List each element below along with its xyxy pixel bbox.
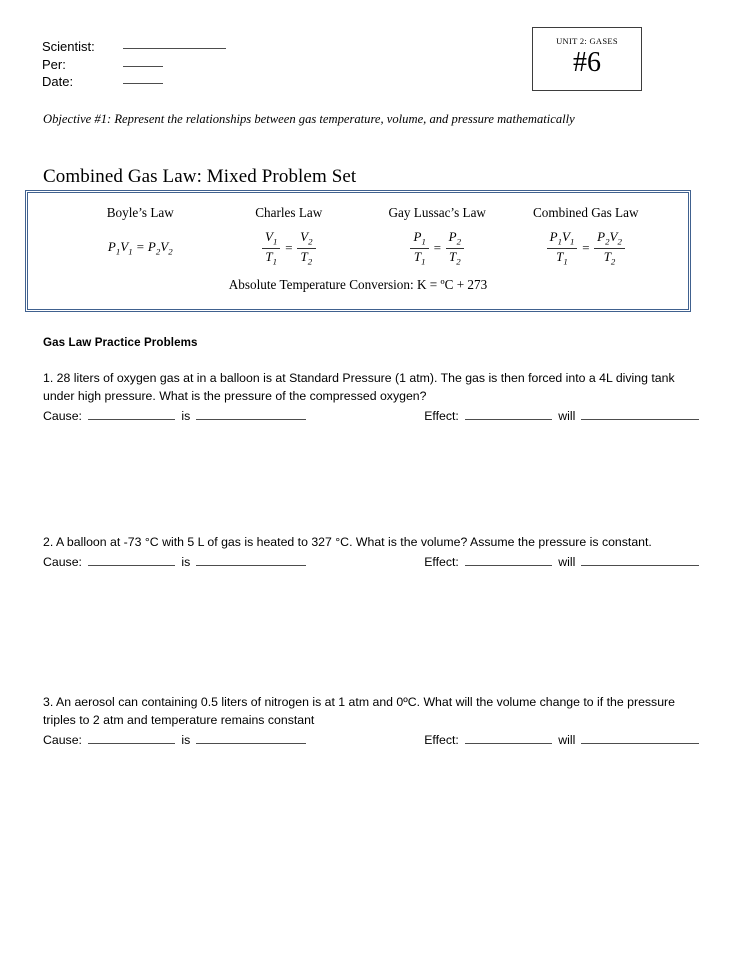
problem-3 xyxy=(43,694,705,747)
gay-lussac-numerator-left: $P_1$ xyxy=(410,230,428,249)
problem-2-text: 2. A balloon at -73 °C with 5 L of gas is heated to 327 °C. What is the volume? Assume the pressure is constant. xyxy=(43,535,652,549)
temperature-conversion-note: Absolute Temperature Conversion: K = ºC + 273 xyxy=(228,277,488,292)
combined-right-fraction xyxy=(594,230,625,267)
problem-2-cause-label: Cause: xyxy=(43,554,82,569)
law-grid xyxy=(28,193,688,267)
unit-number: #6 xyxy=(573,47,601,78)
gay-lussac-right-fraction xyxy=(446,230,464,267)
problem-3-cause-blank[interactable] xyxy=(88,743,175,744)
problem-1-effect-blank[interactable] xyxy=(465,419,552,420)
formula-reference-box xyxy=(25,190,691,312)
law-formula-combined xyxy=(512,229,661,267)
boyles-equation: $P_1V_1 = P_2V_2$ xyxy=(107,239,173,257)
problem-1-effect-result-blank[interactable] xyxy=(581,419,699,420)
law-formula-boyles xyxy=(66,229,215,267)
problem-3-text: 3. An aerosol can containing 0.5 liters of nitrogen is at 1 atm and 0ºC. What will the volume change to if the pressure triples to 2 atm and temperature remains constant xyxy=(43,695,675,727)
combined-numerator-left: $P_1V_1$ xyxy=(547,230,578,249)
problem-3-is-label: is xyxy=(181,732,191,747)
problem-2-effect-result-blank[interactable] xyxy=(581,565,699,566)
gay-lussac-denominator-left: $T_1$ xyxy=(413,248,426,267)
problem-1-cause-label: Cause: xyxy=(43,408,82,423)
combined-numerator-right: $P_2V_2$ xyxy=(594,230,625,249)
problem-2-cause-blank[interactable] xyxy=(88,565,175,566)
problem-1-is-label: is xyxy=(181,408,191,423)
per-blank[interactable] xyxy=(123,66,163,67)
charles-numerator-left: $V_1$ xyxy=(262,230,280,249)
charles-numerator-right: $V_2$ xyxy=(297,230,315,249)
problem-2-is-label: is xyxy=(181,554,191,569)
charles-denominator-left: $T_1$ xyxy=(265,248,277,267)
charles-right-fraction xyxy=(297,230,315,267)
problem-3-effect-blank[interactable] xyxy=(465,743,552,744)
combined-left-fraction xyxy=(547,230,578,267)
problem-1-cause-effect-row xyxy=(43,409,705,423)
scientist-blank[interactable] xyxy=(123,48,226,49)
problem-3-effect-result-blank[interactable] xyxy=(581,743,699,744)
student-info-table xyxy=(42,40,226,93)
gay-lussac-numerator-right: $P_2$ xyxy=(446,230,464,249)
info-row-date xyxy=(42,75,226,93)
problem-2-effect-label: Effect: xyxy=(424,554,459,569)
charles-equals: = xyxy=(284,240,294,255)
law-column-charles xyxy=(215,205,364,267)
page-title: Combined Gas Law: Mixed Problem Set xyxy=(43,166,357,187)
law-name-boyles: Boyle’s Law xyxy=(106,205,174,220)
law-column-combined xyxy=(512,205,661,267)
combined-denominator-right: $T_2$ xyxy=(603,248,616,267)
problem-2-will-label: will xyxy=(558,554,576,569)
gay-lussac-left-fraction xyxy=(410,230,428,267)
unit-box xyxy=(532,27,642,91)
problem-3-will-label: will xyxy=(558,732,576,747)
problem-1 xyxy=(43,370,705,423)
law-name-combined: Combined Gas Law xyxy=(533,205,639,220)
problem-3-cause-effect-row xyxy=(43,733,705,747)
problem-1-text: 1. 28 liters of oxygen gas at in a balloon is at Standard Pressure (1 atm). The gas is then forced into a 4L diving tank under high pressure. What is the pressure of the compressed oxygen? xyxy=(43,371,675,403)
problem-2-cause-result-blank[interactable] xyxy=(196,565,305,566)
combined-equals: = xyxy=(581,240,591,255)
problem-1-effect-label: Effect: xyxy=(424,408,459,423)
problem-2 xyxy=(43,534,705,569)
date-blank-cell xyxy=(123,75,226,93)
gay-lussac-equals: = xyxy=(432,240,442,255)
charles-denominator-right: $T_2$ xyxy=(300,248,313,267)
problem-2-effect-blank[interactable] xyxy=(465,565,552,566)
law-column-boyles xyxy=(66,205,215,267)
law-column-gay-lussac xyxy=(363,205,512,267)
problem-3-effect-label: Effect: xyxy=(424,732,459,747)
problem-1-cause-blank[interactable] xyxy=(88,419,175,420)
section-heading: Gas Law Practice Problems xyxy=(43,336,198,349)
law-name-gay-lussac: Gay Lussac’s Law xyxy=(388,205,486,220)
problem-2-cause-effect-row xyxy=(43,555,705,569)
problem-3-cause-result-blank[interactable] xyxy=(196,743,305,744)
law-formula-charles xyxy=(215,229,364,267)
scientist-blank-cell xyxy=(123,40,226,58)
problem-1-will-label: will xyxy=(558,408,576,423)
gay-lussac-denominator-right: $T_2$ xyxy=(449,248,461,267)
per-blank-cell xyxy=(123,58,226,76)
unit-label: UNIT 2: GASES xyxy=(556,36,618,46)
problem-3-cause-label: Cause: xyxy=(43,732,82,747)
per-label: Per: xyxy=(42,56,66,72)
scientist-label: Scientist: xyxy=(42,39,95,54)
problem-1-cause-result-blank[interactable] xyxy=(196,419,305,420)
info-row-per xyxy=(42,58,226,76)
charles-left-fraction xyxy=(262,230,280,267)
info-row-scientist xyxy=(42,40,226,58)
date-label: Date: xyxy=(42,74,74,89)
combined-denominator-left: $T_1$ xyxy=(556,248,568,267)
objective-text: Objective #1: Represent the relationships between gas temperature, volume, and pressure mathematically xyxy=(43,112,575,126)
law-name-charles: Charles Law xyxy=(255,205,323,220)
law-formula-gay-lussac xyxy=(363,229,512,267)
date-blank[interactable] xyxy=(123,83,163,84)
